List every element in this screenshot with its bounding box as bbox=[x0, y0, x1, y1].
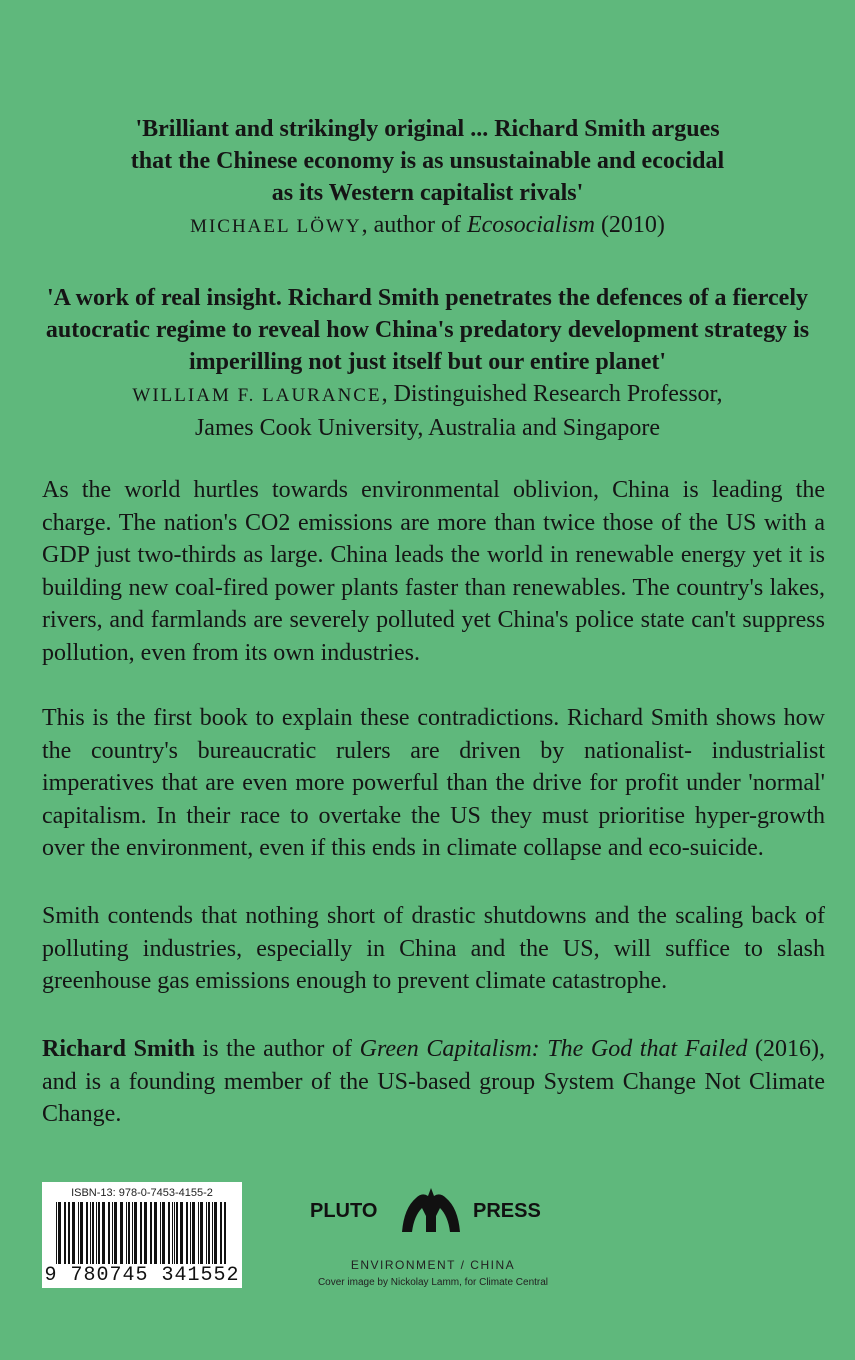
barcode-bar bbox=[168, 1202, 170, 1264]
barcode-bar bbox=[224, 1202, 226, 1264]
cover-credit: Cover image by Nickolay Lamm, for Climate Central bbox=[317, 1277, 549, 1288]
barcode-bar bbox=[92, 1202, 94, 1264]
body-paragraph-3: Smith contends that nothing short of drastic shutdowns and the scaling back of polluting industries, especially in China and the US, will suffice to slash greenhouse gas emissions enough to prevent climate catastrophe. bbox=[42, 903, 825, 994]
author-bio bbox=[42, 1033, 825, 1131]
barcode-bar bbox=[96, 1202, 97, 1264]
barcode-bar bbox=[174, 1202, 175, 1264]
barcode-bar bbox=[108, 1202, 110, 1264]
quote-2-text: 'A work of real insight. Richard Smith penetrates the defences of a fiercely autocratic regime to reveal how China's predatory development strategy is imperilling not just itself but our entire planet' bbox=[45, 285, 810, 375]
body-paragraph-2: This is the first book to explain these contradictions. Richard Smith shows how the country's bureaucratic rulers are driven by nationalist- industrialist imperatives that are even more powerful than the drive for profit under 'normal' capitalism. In their race to overtake the US they must prioritise hyper-growth over the environment, even if this ends in climate collapse and eco-suicide. bbox=[42, 705, 825, 861]
quote-1-year: (2010) bbox=[594, 212, 665, 238]
author-bio-pre: is the author of bbox=[194, 1036, 360, 1062]
quote-2-attribution bbox=[0, 378, 855, 444]
barcode-bars bbox=[54, 1202, 230, 1264]
barcode-bar bbox=[102, 1202, 105, 1264]
isbn-digits: 9 780745 341552 bbox=[44, 1264, 240, 1287]
barcode-bar bbox=[68, 1202, 70, 1264]
author-name: Richard Smith bbox=[42, 1036, 195, 1062]
quote-1-role: , author of bbox=[361, 212, 467, 238]
barcode-bar bbox=[78, 1202, 79, 1264]
quote-1-text: 'Brilliant and strikingly original ... Richard Smith argues that the Chinese economy is as unsustainable and ecocidal as its Western capitalist rivals' bbox=[130, 116, 725, 206]
barcode-bar bbox=[80, 1202, 83, 1264]
barcode-bar bbox=[120, 1202, 123, 1264]
barcode-bar bbox=[212, 1202, 213, 1264]
barcode-bar bbox=[112, 1202, 113, 1264]
barcode-bar bbox=[180, 1202, 183, 1264]
quote-2-author: WILLIAM F. LAURANCE bbox=[132, 385, 382, 406]
body-paragraph-1: As the world hurtles towards environmental oblivion, China is leading the charge. The nation's CO2 emissions are more than twice those of the US with a GDP just two-thirds as large. China leads the world in renewable energy yet it is building new coal-fired power plants faster than renewables. The country's lakes, rivers, and farmlands are severely polluted yet China's police state can't suppress pollution, even from its own industries. bbox=[42, 477, 825, 666]
quote-1-work: Ecosocialism bbox=[466, 212, 595, 238]
publisher-name-right: PRESS bbox=[473, 1200, 541, 1222]
barcode-bar bbox=[114, 1202, 117, 1264]
publisher-name-left: PLUTO bbox=[310, 1200, 378, 1222]
quote-2 bbox=[0, 282, 855, 444]
barcode-bar bbox=[172, 1202, 173, 1264]
quote-2-role: , Distinguished Research Professor, James Cook University, Australia and Singapore bbox=[194, 381, 723, 441]
barcode-bar bbox=[162, 1202, 165, 1264]
quote-1-attribution bbox=[0, 209, 855, 243]
barcode-bar bbox=[176, 1202, 178, 1264]
pluto-press-logo-icon bbox=[400, 1186, 462, 1236]
barcode-bar bbox=[150, 1202, 152, 1264]
barcode-bar bbox=[200, 1202, 203, 1264]
isbn-label: ISBN-13: 978-0-7453-4155-2 bbox=[71, 1187, 213, 1199]
barcode-bar bbox=[56, 1202, 57, 1264]
barcode-bar bbox=[58, 1202, 61, 1264]
barcode-bar bbox=[140, 1202, 142, 1264]
barcode-bar bbox=[192, 1202, 195, 1264]
barcode-bar bbox=[186, 1202, 188, 1264]
barcode-bar bbox=[98, 1202, 100, 1264]
barcode-bar bbox=[132, 1202, 133, 1264]
barcode-bar bbox=[126, 1202, 127, 1264]
barcode-bar bbox=[154, 1202, 157, 1264]
barcode-bar bbox=[214, 1202, 217, 1264]
barcode-bar bbox=[198, 1202, 199, 1264]
barcode-bar bbox=[128, 1202, 130, 1264]
quote-1 bbox=[0, 113, 855, 243]
barcode-bar bbox=[208, 1202, 210, 1264]
barcode-bar bbox=[160, 1202, 161, 1264]
barcode-bar bbox=[86, 1202, 88, 1264]
barcode-bar bbox=[144, 1202, 147, 1264]
barcode-bar bbox=[206, 1202, 207, 1264]
barcode-bar bbox=[190, 1202, 191, 1264]
barcode-bar bbox=[90, 1202, 91, 1264]
barcode-bar bbox=[220, 1202, 222, 1264]
author-book: Green Capitalism: The God that Failed bbox=[359, 1036, 748, 1062]
barcode-bar bbox=[72, 1202, 75, 1264]
isbn-barcode bbox=[42, 1182, 242, 1288]
author-bio-post: (2016), and is a founding member of the US-based group System Change Not Climate Change. bbox=[42, 1036, 825, 1127]
barcode-bar bbox=[134, 1202, 137, 1264]
subject-category: ENVIRONMENT / CHINA bbox=[350, 1258, 516, 1272]
barcode-bar bbox=[64, 1202, 66, 1264]
publisher-logo bbox=[308, 1186, 558, 1236]
quote-1-author: MICHAEL LÖWY bbox=[190, 216, 362, 237]
